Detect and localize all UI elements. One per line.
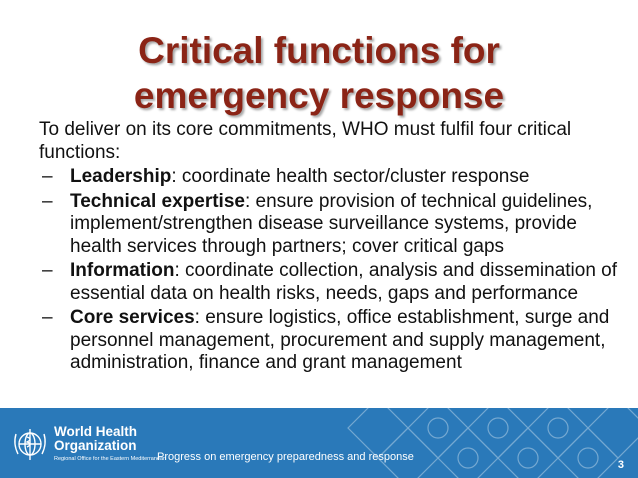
who-name-line-2: Organization <box>54 438 137 453</box>
bullet-list <box>39 166 624 375</box>
bullet-term: Technical expertise <box>70 190 245 212</box>
bullet-item <box>39 307 624 375</box>
bullet-text: : coordinate health sector/cluster response <box>171 166 530 187</box>
intro-text: To deliver on its core commitments, WHO must fulfil four critical functions: <box>39 119 572 163</box>
footer-band <box>0 408 638 478</box>
bullet-dash: – <box>42 307 53 328</box>
who-region: Regional Office for the Eastern Mediterranean <box>54 456 167 462</box>
bullet-item <box>39 260 624 305</box>
bullet-term: Leadership <box>70 166 172 187</box>
bullet-dash: – <box>42 190 53 212</box>
who-emblem-icon <box>11 425 49 463</box>
bullet-dash: – <box>42 260 53 281</box>
who-name-line-1: World Health <box>54 424 138 439</box>
bullet-term: Information <box>70 260 175 281</box>
title-line-1: Critical functions for <box>138 30 500 71</box>
bullet-item <box>39 191 624 259</box>
title-line-2: emergency response <box>133 75 505 116</box>
slide-title <box>0 28 638 118</box>
page-number: 3 <box>617 459 624 471</box>
who-logo <box>11 425 166 465</box>
bullet-text: : ensure provision of technical guidelines, implement/strengthen disease surveillance systems, provide health services through partners; cover critical gaps <box>70 190 593 257</box>
bullet-term: Core services <box>70 307 195 328</box>
bullet-text: : coordinate collection, analysis and dissemination of essential data on health risks, needs, gaps and performance <box>70 260 618 304</box>
who-wordmark <box>54 425 166 463</box>
bullet-dash: – <box>42 166 53 187</box>
footer-caption: Progress on emergency preparedness and response <box>157 451 414 463</box>
bullet-text: : ensure logistics, office establishment, surge and personnel management, procurement and supply management, administration, finance and grant management <box>70 307 610 373</box>
geometric-pattern-icon <box>338 408 638 478</box>
slide-body <box>39 119 624 377</box>
bullet-item <box>39 166 624 189</box>
